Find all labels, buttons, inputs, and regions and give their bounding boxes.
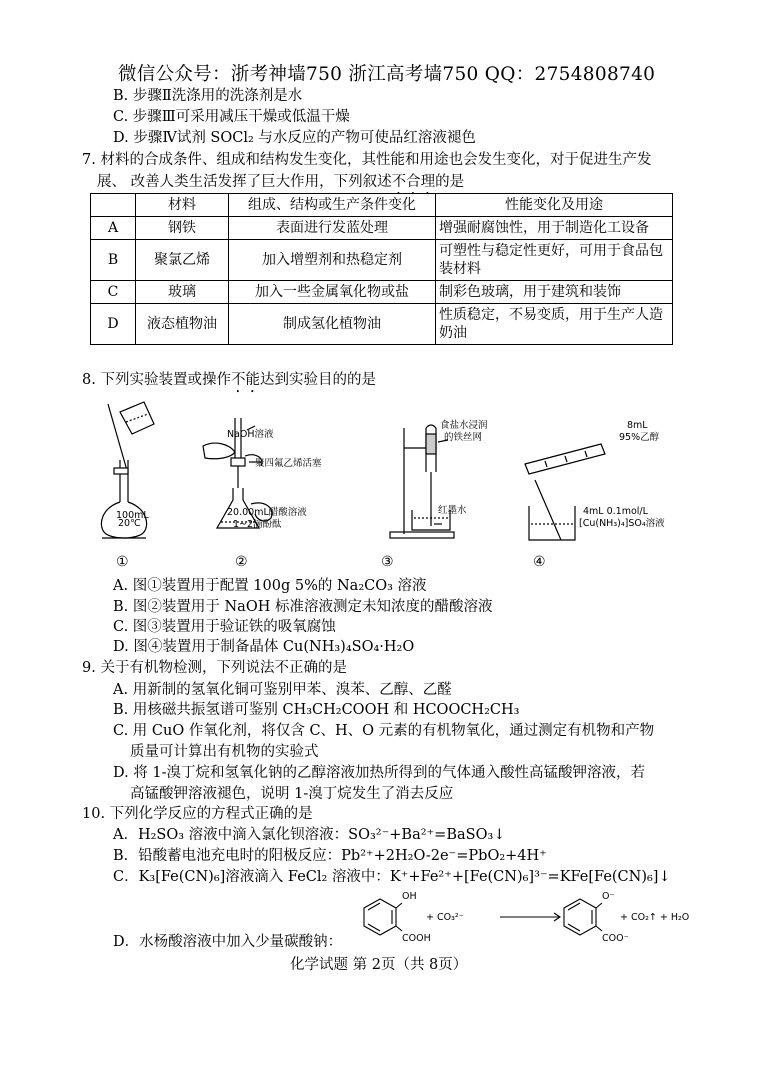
q7-stem-line1: 7. 材料的合成条件、组成和结构发生变化，其性能和用途也会发生变化，对于促进生产发 [82,152,652,168]
naoh-label: NaOH溶液 [227,429,274,440]
table-header-cell: 组成、结构或生产条件变化 [229,194,436,217]
q7-emphasis: 不合理 [391,174,436,190]
table-cell: 表面进行发蓝处理 [229,217,436,240]
table-cell: D [91,304,136,345]
watermark-header: 微信公众号：浙考神墙750 浙江高考墙750 QQ：2754808740 [118,64,656,85]
copper-solution-conc-label: 4mL 0.1mol/L [583,506,648,517]
q9-option-d-line2: 高锰酸钾溶液褪色，说明 1-溴丁烷发生了消去反应 [130,786,454,802]
table-row [91,304,673,345]
figure-1-volumetric-flask [92,398,162,548]
q7-stem-line2: 展、 改善人类生活发挥了巨大作用，下列叙述不合理的是 [97,174,465,190]
q10-stem: 10. 下列化学反应的方程式正确的是 [82,806,313,822]
q8-stem: 8. 下列实验装置或操作不能达到实验目的的是 [82,372,376,388]
table-cell: B [91,240,136,281]
q7-table [90,193,673,345]
table-cell: 加入增塑剂和热稳定剂 [229,240,436,281]
figure-2-titration [195,418,335,543]
carboxylate-label: COO⁻ [602,933,629,944]
table-cell: 可塑性与稳定性更好，可用于食品包装材料 [436,240,673,281]
phenolphthalein-label: 1~2滴酚酞 [233,519,282,530]
table-cell: 钢铁 [136,217,229,240]
table-cell: 液态植物油 [136,304,229,345]
table-cell: 制彩色玻璃，用于建筑和装饰 [436,281,673,304]
q8-emphasis: 不能 [230,372,260,388]
figure-number-1: ① [116,554,129,570]
q8-option-d: D. 图④装置用于制备晶体 Cu(NH₃)₄SO₄·H₂O [113,639,415,655]
salicylic-acid-equation [350,885,710,949]
iron-mesh-label-2: 的铁丝网 [444,432,483,443]
page-footer: 化学试题 第 2页（共 8页） [290,957,468,973]
q10-option-c: C．K₃[Fe(CN)₆]溶液滴入 FeCl₂ 溶液中：K⁺+Fe²⁺+[Fe(CN)₆]³⁻=KFe[Fe(CN)₆]↓ [113,869,671,885]
q9-stem: 9. 关于有机物检测，下列说法不正确的是 [82,660,347,676]
table-cell: A [91,217,136,240]
ethanol-conc-label: 95%乙醇 [619,432,660,443]
table-cell: C [91,281,136,304]
table-cell: 加入一些金属氧化物或盐 [229,281,436,304]
phenoxide-label: O⁻ [602,891,615,902]
oh-group-label: OH [402,891,417,902]
table-cell: 聚氯乙烯 [136,240,229,281]
table-row [91,281,673,304]
table-row [91,240,673,281]
table-cell: 增强耐腐蚀性，用于制造化工设备 [436,217,673,240]
figure-number-3: ③ [381,554,394,570]
q9-option-b: B. 用核磁共振氢谱可鉴别 CH₃CH₂COOH 和 HCOOCH₂CH₃ [113,702,520,718]
flask-volume-label: 100mL [116,510,149,521]
table-cell: 玻璃 [136,281,229,304]
table-header-cell [91,194,136,217]
q10-option-a: A．H₂SO₃ 溶液中滴入氯化钡溶液：SO₃²⁻+Ba²⁺=BaSO₃↓ [113,827,506,843]
q8-option-b: B. 图②装置用于 NaOH 标准溶液测定未知浓度的醋酸溶液 [113,599,493,615]
carbonate-label: + CO₃²⁻ [426,912,464,923]
figure-4-crystallization [515,416,685,546]
q10-option-d: D．水杨酸溶液中加入少量碳酸钠： [113,934,343,950]
q6-option-b: B. 步骤Ⅱ洗涤用的洗涤剂是水 [113,88,303,104]
q8-option-c: C. 图③装置用于验证铁的吸氧腐蚀 [113,619,336,635]
q6-option-d: D. 步骤Ⅳ试剂 SOCl₂ 与水反应的产物可使品红溶液褪色 [113,130,476,146]
figure-number-4: ④ [533,554,546,570]
table-header-row [91,194,673,217]
q10-option-b: B．铅酸蓄电池充电时的阳极反应：Pb²⁺+2H₂O-2e⁻=PbO₂+4H⁺ [113,848,547,864]
q9-option-c-line2: 质量可计算出有机物的实验式 [130,744,319,760]
cooh-group-label: COOH [402,933,431,944]
ethanol-volume-label: 8mL [627,420,648,431]
table-header-cell: 材料 [136,194,229,217]
iron-mesh-label-1: 食盐水浸润 [440,420,488,431]
flask-temp-label: 20℃ [118,518,141,529]
red-ink-label: 红墨水 [438,505,467,516]
q9-option-d-line1: D. 将 1-溴丁烷和氢氧化钠的乙醇溶液加热所得到的气体通入酸性高锰酸钾溶液，若 [113,765,646,781]
ptfe-stopcock-label: 聚四氟乙烯活塞 [255,458,322,469]
table-cell: 制成氢化植物油 [229,304,436,345]
table-cell: 性质稳定，不易变质，用于生产人造奶油 [436,304,673,345]
figure-number-2: ② [235,554,248,570]
table-row [91,217,673,240]
copper-solution-label: [Cu(NH₃)₄]SO₄溶液 [579,518,665,529]
q9-option-c-line1: C. 用 CuO 作氧化剂，将仅含 C、H、O 元素的有机物氧化，通过测定有机物和产物 [113,723,655,739]
products-label: + CO₂↑ + H₂O [620,912,690,923]
q9-option-a: A. 用新制的氢氧化铜可鉴别甲苯、溴苯、乙醇、乙醛 [113,682,452,698]
q6-option-c: C. 步骤Ⅲ可采用减压干燥或低温干燥 [113,109,350,125]
table-header-cell: 性能变化及用途 [436,194,673,217]
acetic-acid-label: 20.00mL醋酸溶液 [227,507,307,518]
q8-option-a: A. 图①装置用于配置 100g 5%的 Na₂CO₃ 溶液 [113,578,427,594]
figure-3-iron-corrosion [382,418,502,543]
